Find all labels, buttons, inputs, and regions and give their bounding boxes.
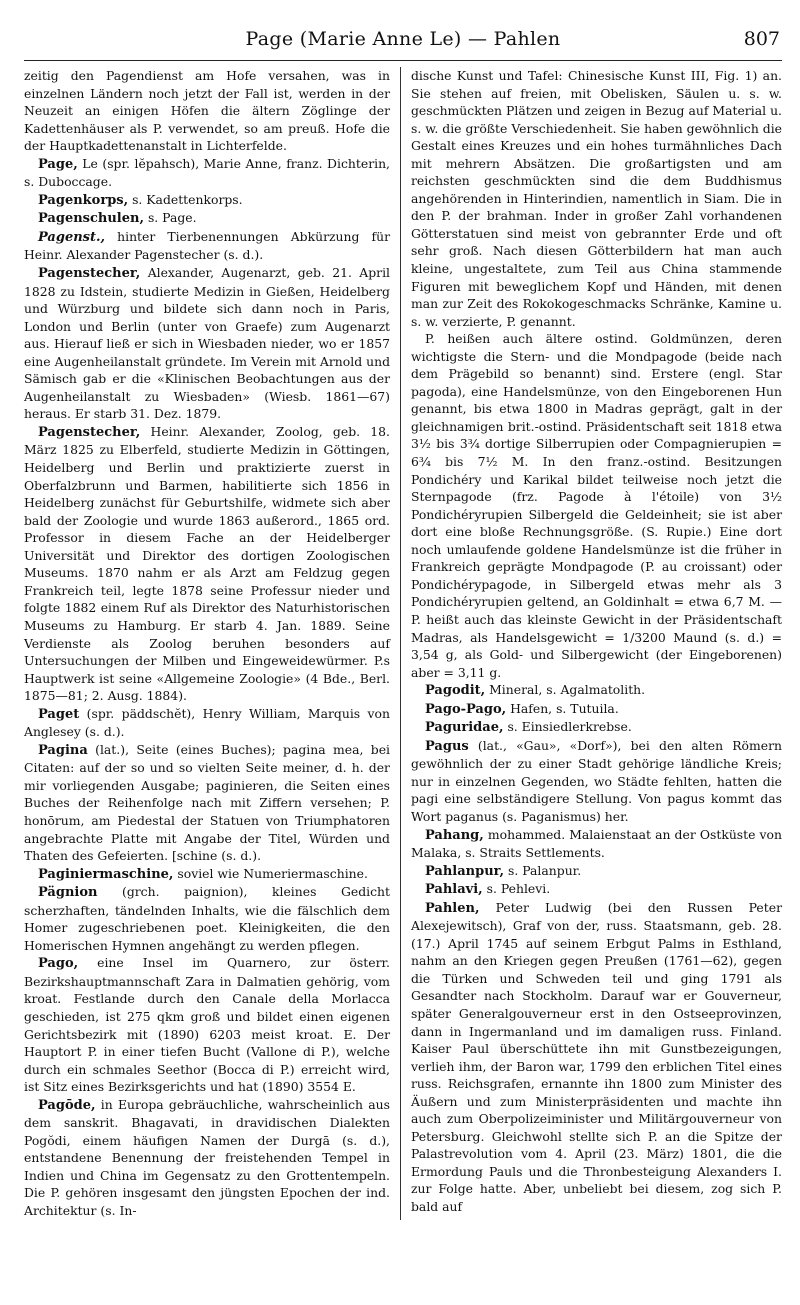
entry-text: Heinr. Alexander, Zoolog, geb. 18. März 1825 zu Elberfeld, studierte Medizin in Göttingen, Heidelberg und Berlin und praktizierte zuerst in Oberfalzbrunn und Barmen, habilitierte sich 1856 in Heidelberg zunächst für Geburtshilfe, widmete sich aber bald der Zoologie und wurde 1863 außerord., 1865 ord. Professor in diesem Fache an der Heidelberger Universität und Direktor des dortigen Zoologischen Museums. 1870 nahm er als Arzt am Feldzug gegen Frankreich teil, legte 1878 seine Professur nieder und folgte 1882 einem Ruf als Direktor des Naturhistorischen Museums zu Hamburg. Er starb 4. Jan. 1889. Seine Verdienste als Zoolog beruhen besonders auf Untersuchungen der Milben und Eingeweidewürmer. P.s Hauptwerk ist seine «Allgemeine Zoologie» (4 Bde., Berl. 1875—81; 2. Ausg. 1884). xyxy=(24,423,390,704)
entry-headword: Paget xyxy=(38,706,80,722)
entry-headword: Pahlanpur, xyxy=(425,863,505,879)
dictionary-entry xyxy=(24,264,390,423)
entry-text: P. heißen auch ältere ostind. Goldmünzen, deren wichtigste die Stern- und die Mondpagode (beide nach dem Prägebild so benannt) sind. Erstere (engl. Star pagoda), eine Handelsmünze, von den Eingeborenen Hun genannt, bis etwa 1800 in Madras geprägt, galt in der gleichnamigen brit.-ostind. Präsidentschaft seit 1818 etwa 3½ bis 3¾ dortige Silberrupien oder Compagnierupien = 6¾ bis 7½ M. In den franz.-ostind. Besitzungen Pondichéry und Karikal bildet teilweise noch jetzt die Sternpagode (frz. Pagode à l'étoile) von 3½ Pondichéryrupien Silbergeld die Geldeinheit; sie ist aber dort eine bloße Rechnungsgröße. (S. Rupie.) Eine dort noch umlaufende goldene Handelsmünze ist die früher in Frankreich geprägte Mondpagode (P. au croissant) oder Pondichérypagode, in Silbergeld etwas mehr als 3 Pondichéryrupien geltend, an Goldinhalt = etwa 6,7 M. — P. heißt auch das kleinste Gewicht in der Präsidentschaft Madras, als Handelsgewicht = 1/3200 Maund (s. d.) = 3,54 g, als Gold- und Silbergewicht (der Eingeborenen) aber = 3,11 g. xyxy=(411,331,782,680)
entry-text: in Europa gebräuchliche, wahrscheinlich aus dem sanskrit. Bhagavati, in dravidischen Dialekten Pogŏdi, einem häufigen Namen der Durgā (s. d.), entstandene Benennung der freistehenden Tempel in Indien und China im Gegensatz zu den Grottentempeln. Die P. gehören insgesamt den jüngsten Epochen der ind. Architektur (s. In- xyxy=(24,1096,390,1218)
entry-headword: Pago, xyxy=(38,956,79,972)
entry-text: soviel wie Numeriermaschine. xyxy=(173,865,368,881)
dictionary-entry xyxy=(24,228,390,264)
entry-text: Hafen, s. Tutuila. xyxy=(506,700,619,716)
dictionary-entry xyxy=(24,1096,390,1220)
dictionary-entry xyxy=(411,330,782,681)
entry-headword: Pagus xyxy=(425,738,469,754)
entry-text: (lat.), Seite (eines Buches); pagina mea, bei Citaten: auf der so und so vielten Seite meiner, d. h. der mir vorliegenden Ausgabe; paginieren, die Seiten eines Buches der Reihenfolge nach mit Ziffern versehen; P. honōrum, am Piedestal der Statuen von Triumphatoren angebrachte Platte mit Angabe der Titel, Würden und Thaten des Gefeierten. [schine (s. d.). xyxy=(24,741,390,864)
entry-headword: Pahlen, xyxy=(425,900,480,916)
dictionary-entry xyxy=(24,954,390,1095)
entry-headword: Page, xyxy=(38,156,78,172)
entry-text: s. Pehlevi. xyxy=(482,881,551,897)
dictionary-entry xyxy=(24,67,390,155)
entry-headword: Pagenstecher, xyxy=(38,266,141,282)
dictionary-entry xyxy=(411,862,782,881)
entry-headword: Paginiermaschine, xyxy=(38,866,174,882)
dictionary-entry xyxy=(24,741,390,865)
dictionary-entry xyxy=(24,423,390,705)
entry-text: eine Insel im Quarnero, zur österr. Bezirkshauptmannschaft Zara in Dalmatien gehörig, vom kroat. Festlande durch den Canale della Morlacca geschieden, ist 275 qkm groß und bildet einen eigenen Gerichtsbezirk mit (1890) 6203 meist kroat. E. Der Hauptort P. in einer tiefen Bucht (Vallone di P.), welche durch ein schmales Seethor (Bocca di P.) erreicht wird, ist Sitz eines Bezirksgerichts und hat (1890) 3554 E. xyxy=(24,955,390,1095)
dictionary-entry xyxy=(411,681,782,700)
entry-text: mohammed. Malaienstaat an der Ostküste von Malaka, s. Straits Settlements. xyxy=(411,826,782,861)
left-column xyxy=(24,67,401,1220)
entry-text: zeitig den Pagendienst am Hofe versahen, was in einzelnen Ländern noch jetzt der Fall ist, werden in der Neuzeit an einigen Höfen die ältern Zöglinge der Kadettenhäuser als P. verwendet, so am preuß. Hofe die der Hauptkadettenanstalt in Lichterfelde. xyxy=(24,68,390,154)
dictionary-entry xyxy=(24,883,390,954)
dictionary-entry xyxy=(24,865,390,884)
entry-headword: Pagenstecher, xyxy=(38,424,141,440)
right-column xyxy=(401,67,782,1220)
page-header xyxy=(24,26,782,61)
entry-text: (lat., «Gau», «Dorf»), bei den alten Römern gewöhnlich der zu einer Stadt gehörige ländliche Kreis; nur in einzelnen Gegenden, wo Städte fehlten, hatten die pagi eine selbständigere Stellung. Von pagus kommt das Wort paganus (s. Paganismus) her. xyxy=(411,737,782,824)
page-number: 807 xyxy=(743,28,780,50)
entry-text: s. Kadettenkorps. xyxy=(128,191,243,207)
running-title: Page (Marie Anne Le) — Pahlen xyxy=(245,28,561,50)
entry-headword: Pagenkorps, xyxy=(38,192,129,208)
entry-headword: Pagina xyxy=(38,742,88,758)
entry-text: Alexander, Augenarzt, geb. 21. April 1828 zu Idstein, studierte Medizin in Gießen, Heidelberg und Würzburg und bildete sich dann noch in Paris, London und Berlin (unter von Graefe) zum Augenarzt aus. Hierauf ließ er sich in Wiesbaden nieder, wo er 1857 eine Augenheilanstalt gründete. Im Verein mit Arnold und Sämisch gab er die «Klinischen Beobachtungen aus der Augenheilanstalt zu Wiesbaden» (Wiesb. 1861—67) heraus. Er starb 31. Dez. 1879. xyxy=(24,265,390,422)
dictionary-entry xyxy=(24,155,390,191)
entry-headword: Pago-Pago, xyxy=(425,701,507,717)
dictionary-entry xyxy=(411,718,782,737)
entry-headword: Pahlavi, xyxy=(425,882,483,898)
entry-text: (spr. päddschĕt), Henry William, Marquis von Anglesey (s. d.). xyxy=(24,705,390,740)
dictionary-entry xyxy=(411,67,782,330)
entry-text: dische Kunst und Tafel: Chinesische Kunst III, Fig. 1) an. Sie stehen auf freien, mit Obelisken, Säulen u. s. w. geschmückten Plätzen und zeigen in Bezug auf Material u. s. w. die größte Verschiedenheit. Sie haben gewöhnlich die Gestalt eines Kreuzes und ein hohes turmähnliches Dach mit mehrern Absätzen. Die großartigsten und am reichsten geschmückten sind die dem Buddhismus angehörenden in Hinterindien, namentlich in Siam. Die in den P. der brahman. Inder in großer Zahl vorhandenen Götterstatuen sind meist von gebrannter Erde und oft sehr groß. Nach diesen Götterbildern hat man auch kleine, ungestaltete, zum Teil aus China stammende Figuren mit beweglichem Kopf und Händen, mit denen man zur Zeit des Rokokogeschmacks Schränke, Kamine u. s. w. verzierte, P. genannt. xyxy=(411,68,782,329)
entry-headword: Pagōde, xyxy=(38,1097,96,1113)
dictionary-entry xyxy=(411,737,782,826)
dictionary-entry xyxy=(411,899,782,1216)
entry-headword: Paguridae, xyxy=(425,720,504,736)
entry-text: hinter Tierbenennungen Abkürzung für Heinr. Alexander Pagenstecher (s. d.). xyxy=(24,228,390,263)
dictionary-entry xyxy=(24,191,390,210)
entry-text: Mineral, s. Agalmatolith. xyxy=(485,682,646,698)
entry-text: Le (spr. lĕpahsch), Marie Anne, franz. Dichterin, s. Duboccage. xyxy=(24,155,390,190)
entry-text: Peter Ludwig (bei den Russen Peter Alexejewitsch), Graf von der, russ. Staatsmann, geb. 28. (17.) April 1745 auf seinem Erbgut Palms in Esthland, nahm an den Kriegen gegen Preußen (1761—62), gegen die Türken und Schweden teil und ging 1791 als Gesandter nach Stockholm. Darauf war er Gouverneur, später Generalgouverneur erst in den Ostseeprovinzen, dann in Ingermanland und im damaligen russ. Finland. Kaiser Paul überschüttete ihn mit Gunstbezeigungen, verlieh ihm, der Baron war, 1799 den erblichen Titel eines russ. Reichsgrafen, ernannte ihn 1800 zum Minister des Äußern und zum Ministerpräsidenten und machte ihn auch zum Oberpolizeiminister und Militärgouverneur von Petersburg. Gleichwohl stellte sich P. an die Spitze der Palastrevolution vom 4. April (23. März) 1801, die die Ermordung Pauls und die Thronbesteigung Alexanders I. zur Folge hatte. Aber, unbeliebt bei diesem, zog sich P. bald auf xyxy=(411,899,782,1214)
entry-headword: Pagenschulen, xyxy=(38,211,144,227)
entry-headword: Pagenst., xyxy=(38,229,106,245)
entry-text: (grch. paignion), kleines Gedicht scherzhaften, tändelnden Inhalts, wie die fälschlich dem Homer zugeschriebenen poet. Kleinigkeiten, die den Homerischen Hymnen angehängt zu werden pflegen. xyxy=(24,884,390,953)
text-columns xyxy=(24,67,782,1220)
entry-text: s. Einsiedlerkrebse. xyxy=(503,719,632,735)
entry-headword: Pahang, xyxy=(425,827,484,843)
dictionary-entry xyxy=(24,209,390,228)
entry-text: s. Page. xyxy=(144,210,197,226)
dictionary-entry xyxy=(24,705,390,741)
entry-headword: Pagodit, xyxy=(425,683,486,699)
dictionary-entry xyxy=(411,826,782,862)
entry-headword: Pägnion xyxy=(38,885,98,901)
entry-text: s. Palanpur. xyxy=(504,862,582,878)
dictionary-entry xyxy=(411,880,782,899)
dictionary-entry xyxy=(411,700,782,719)
